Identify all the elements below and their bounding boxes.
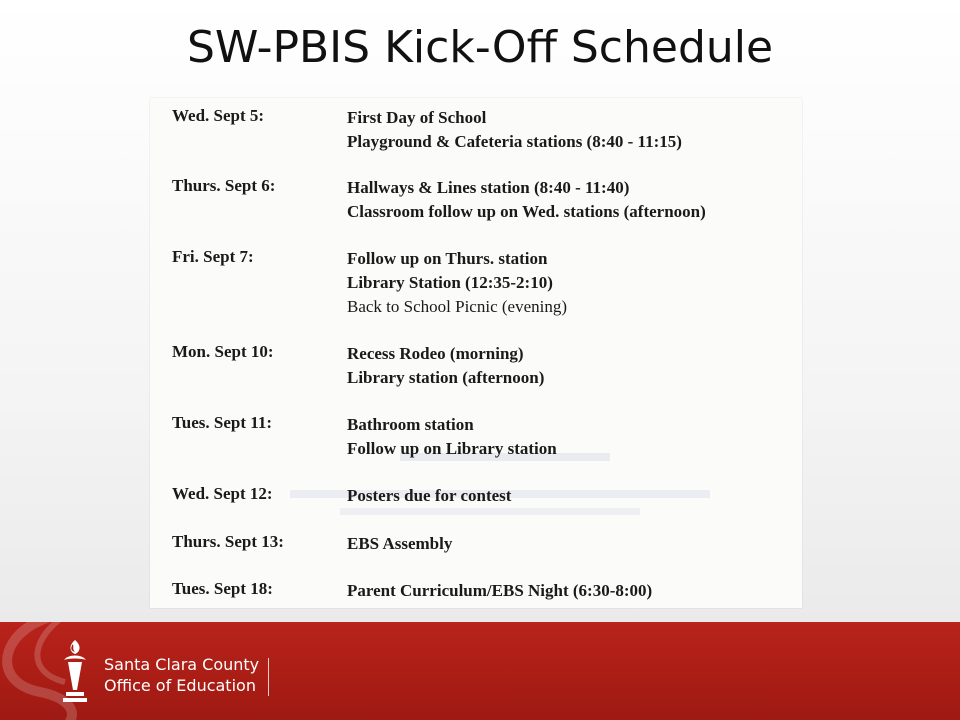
entry-line: Bathroom station: [347, 415, 474, 434]
footer-divider: [268, 658, 269, 696]
entry-date: Fri. Sept 7:: [172, 247, 254, 266]
entry-date: Thurs. Sept 6:: [172, 176, 276, 195]
entry-date: Mon. Sept 10:: [172, 342, 274, 361]
entry-date: Thurs. Sept 13:: [172, 532, 284, 551]
bleed-through-mark: [340, 508, 640, 515]
org-line: Office of Education: [104, 676, 256, 695]
entry-line: First Day of School: [347, 108, 487, 127]
organization-name: [104, 654, 259, 696]
entry-line: Hallways & Lines station (8:40 - 11:40): [347, 178, 630, 197]
entry-date: Tues. Sept 18:: [172, 579, 273, 598]
footer-banner: [0, 622, 960, 720]
entry-line: Classroom follow up on Wed. stations (afternoon): [347, 202, 706, 221]
torch-icon: [58, 638, 92, 704]
entry-line: Library station (afternoon): [347, 368, 545, 387]
entry-line: EBS Assembly: [347, 534, 453, 553]
entry-line: Parent Curriculum/EBS Night (6:30-8:00): [347, 581, 653, 600]
entry-line: Follow up on Library station: [347, 439, 557, 458]
entry-line: Posters due for contest: [347, 486, 512, 505]
org-line: Santa Clara County: [104, 655, 260, 674]
entry-date: Wed. Sept 12:: [172, 484, 273, 503]
scanned-schedule: [150, 98, 802, 608]
entry-line: Recess Rodeo (morning): [347, 344, 524, 363]
slide-title: SW-PBIS Kick-Off Schedule: [186, 22, 774, 73]
entry-line: Playground & Cafeteria stations (8:40 - 11:15): [347, 132, 682, 151]
entry-date: Wed. Sept 5:: [172, 106, 265, 125]
entry-line: Back to School Picnic (evening): [347, 297, 568, 316]
entry-line: Library Station (12:35-2:10): [347, 273, 553, 292]
entry-date: Tues. Sept 11:: [172, 413, 272, 432]
entry-line: Follow up on Thurs. station: [347, 249, 548, 268]
